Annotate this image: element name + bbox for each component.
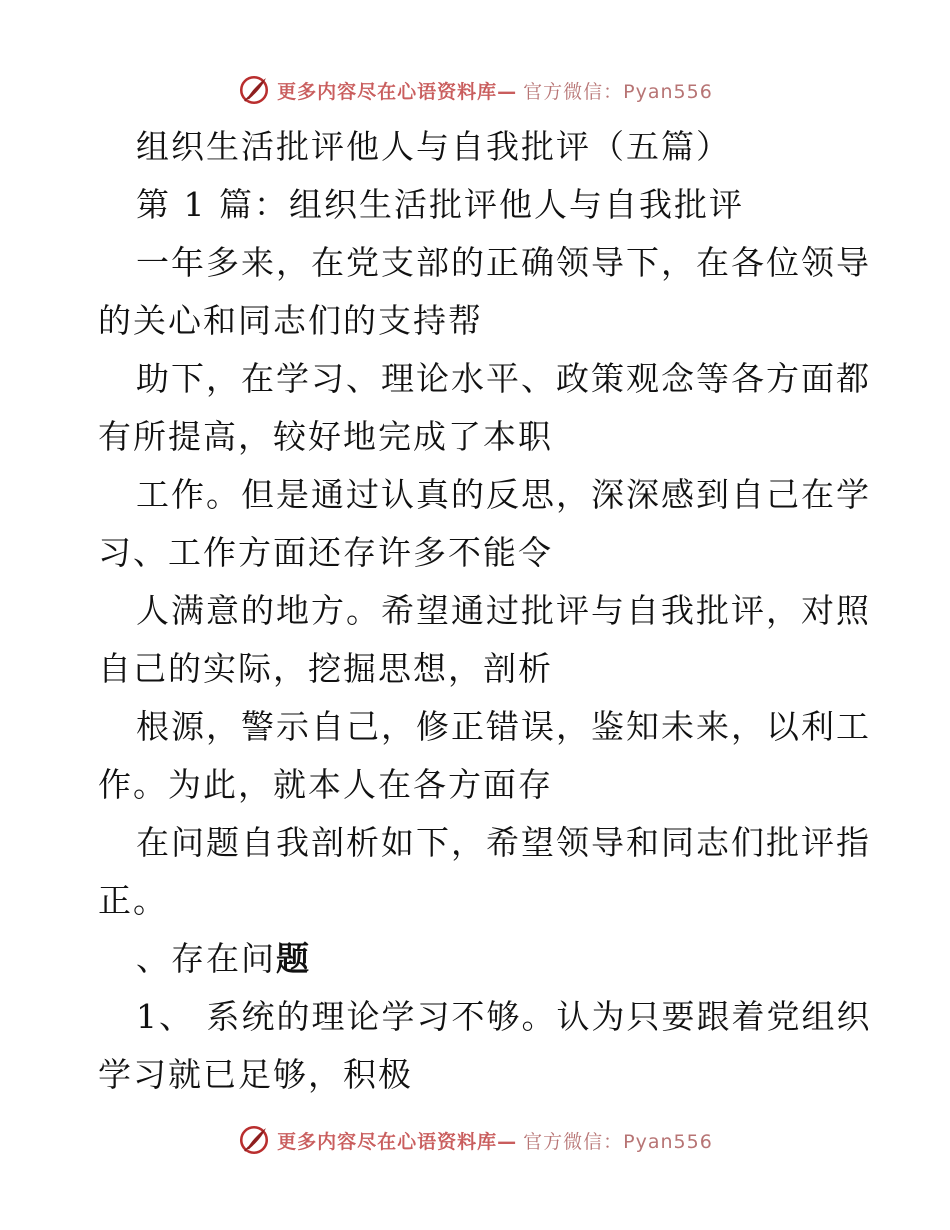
section-heading <box>98 930 858 988</box>
watermark-suffix: 官方微信：Pyan556 <box>523 1130 713 1153</box>
paragraph-line: 作。为此，就本人在各方面存 <box>98 765 553 804</box>
header-watermark <box>0 72 950 108</box>
quill-logo-icon <box>237 1123 271 1157</box>
paragraph-line: 一年多来，在党支部的正确领导下，在各位领导 <box>136 243 871 282</box>
paragraph-line: 自己的实际，挖掘思想，剖析 <box>98 649 553 688</box>
paragraph-line: 助下，在学习、理论水平、政策观念等各方面都 <box>136 359 871 398</box>
section-heading-bold: 题 <box>276 939 311 978</box>
footer-watermark <box>0 1122 950 1158</box>
paragraph-line: 有所提高，较好地完成了本职 <box>98 417 553 456</box>
paragraph-line: 的关心和同志们的支持帮 <box>98 301 483 340</box>
paragraph-line: 根源，警示自己，修正错误，鉴知未来，以利工 <box>136 707 871 746</box>
watermark-prefix: 更多内容尽在心语资料库— <box>277 1130 518 1153</box>
section-heading-prefix: 、存在问 <box>136 939 276 978</box>
quill-logo-icon <box>237 73 271 107</box>
list-item-line: 1、 系统的理论学习不够。认为只要跟着党组织 <box>136 997 872 1036</box>
document-content <box>98 118 872 1104</box>
paragraph-line: 正。 <box>98 881 168 920</box>
paragraph-line: 习、工作方面还存许多不能令 <box>98 533 553 572</box>
document-title: 组织生活批评他人与自我批评（五篇） <box>136 127 731 166</box>
paragraph-line: 人满意的地方。希望通过批评与自我批评，对照 <box>136 591 871 630</box>
list-item-line: 学习就已足够，积极 <box>98 1055 413 1094</box>
watermark-suffix: 官方微信：Pyan556 <box>523 80 713 103</box>
paragraph-line: 工作。但是通过认真的反思，深深感到自己在学 <box>136 475 871 514</box>
paragraph-line: 在问题自我剖析如下，希望领导和同志们批评指 <box>136 823 871 862</box>
watermark-prefix: 更多内容尽在心语资料库— <box>277 80 518 103</box>
section-title: 第 1 篇：组织生活批评他人与自我批评 <box>136 185 744 224</box>
